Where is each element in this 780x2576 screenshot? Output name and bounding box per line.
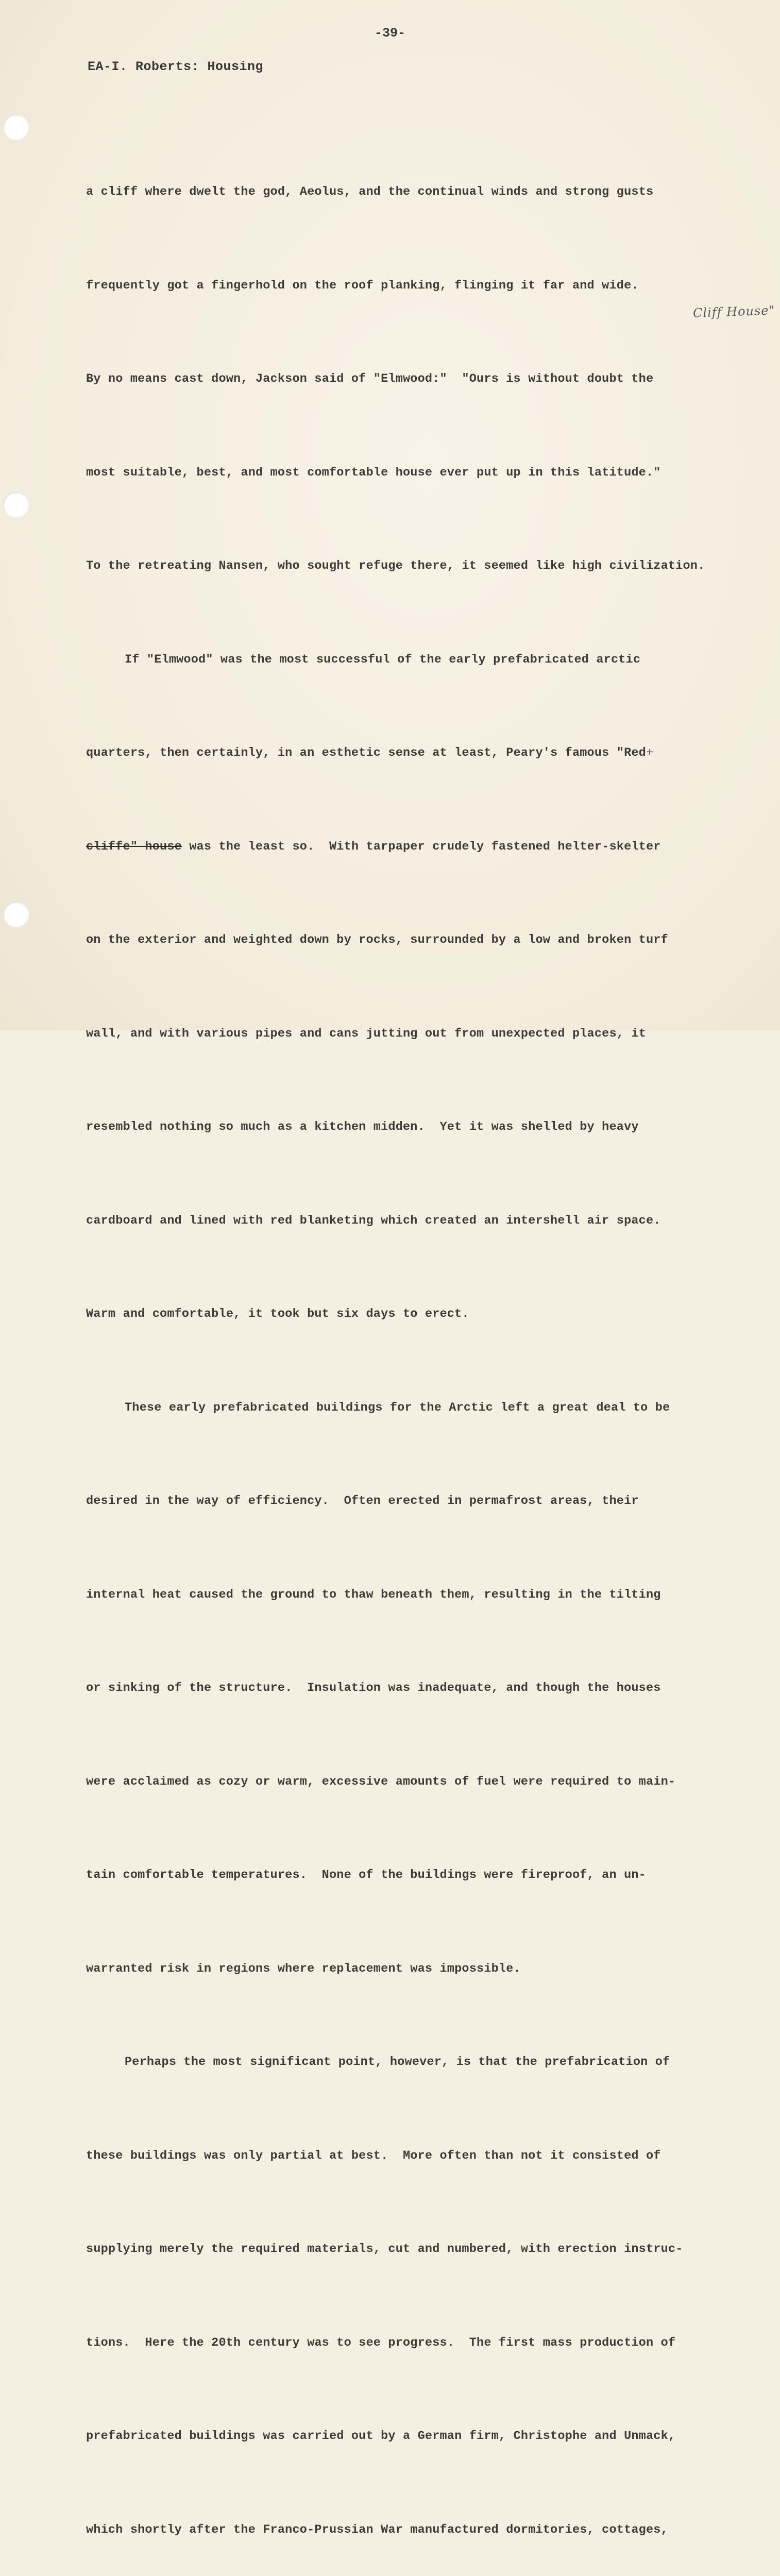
text-line: desired in the way of efficiency. Often erected in permafrost areas, their xyxy=(86,1494,639,1508)
document-header: EA-I. Roberts: Housing xyxy=(88,59,264,74)
text-line: which shortly after the Franco-Prussian War manufactured dormitories, cottages, xyxy=(86,2522,668,2537)
paragraph-start-line: Perhaps the most significant point, however, is that the prefabrication of xyxy=(125,2055,670,2069)
paragraph-start-line: These early prefabricated buildings for the Arctic left a great deal to be xyxy=(125,1400,670,1415)
text-line: resembled nothing so much as a kitchen midden. Yet it was shelled by heavy xyxy=(86,1120,639,1134)
text-line: were acclaimed as cozy or warm, excessive amounts of fuel were required to main- xyxy=(86,1774,676,1789)
text-line: tain comfortable temperatures. None of the buildings were fireproof, an un- xyxy=(86,1868,646,1882)
text-line: on the exterior and weighted down by rocks, surrounded by a low and broken turf xyxy=(86,933,668,947)
text-line-with-insertion xyxy=(86,738,771,769)
text-line: warranted risk in regions where replacement was impossible. xyxy=(86,1961,521,1976)
text-line: To the retreating Nansen, who sought refuge there, it seemed like high civilization. xyxy=(86,559,705,573)
paragraph-start-line: If "Elmwood" was the most successful of the early prefabricated arctic xyxy=(125,652,641,667)
text-line: internal heat caused the ground to thaw beneath them, resulting in the tilting xyxy=(86,1587,661,1602)
text-segment: quarters, then certainly, in an esthetic sense at least, Peary's famous "Red xyxy=(86,746,646,760)
punch-hole xyxy=(3,492,29,518)
text-line: a cliff where dwelt the god, Aeolus, and the continual winds and strong gusts xyxy=(86,185,654,199)
punch-hole xyxy=(3,902,29,927)
text-line: prefabricated buildings was carried out by a German firm, Christophe and Unmack, xyxy=(86,2429,676,2443)
text-line: wall, and with various pipes and cans jutting out from unexpected places, it xyxy=(86,1026,646,1041)
text-line: or sinking of the structure. Insulation was inadequate, and though the houses xyxy=(86,1681,661,1695)
text-line: these buildings was only partial at best. More often than not it consisted of xyxy=(86,2148,661,2163)
punch-hole xyxy=(3,114,29,140)
text-line: cardboard and lined with red blanketing which created an intershell air space. xyxy=(86,1213,661,1228)
text-line: By no means cast down, Jackson said of "Elmwood:" "Ours is without doubt the xyxy=(86,372,654,386)
text-line-with-strikeout xyxy=(86,832,771,863)
page-number: -39- xyxy=(374,26,405,41)
insertion-caret: + xyxy=(646,746,654,760)
text-line: most suitable, best, and most comfortable house ever put up in this latitude." xyxy=(86,465,661,480)
text-line: tions. Here the 20th century was to see progress. The first mass production of xyxy=(86,2335,676,2350)
handwritten-margin-note: Cliff House" xyxy=(692,303,775,320)
body-text xyxy=(86,114,771,2576)
text-line: Warm and comfortable, it took but six days to erect. xyxy=(86,1307,469,1321)
text-line: frequently got a fingerhold on the roof planking, flinging it far and wide. xyxy=(86,278,639,293)
struck-out-text: cliffe" house xyxy=(86,839,182,854)
text-segment: was the least so. With tarpaper crudely fastened helter-skelter xyxy=(181,839,661,854)
text-line: supplying merely the required materials, cut and numbered, with erection instruc- xyxy=(86,2242,683,2256)
